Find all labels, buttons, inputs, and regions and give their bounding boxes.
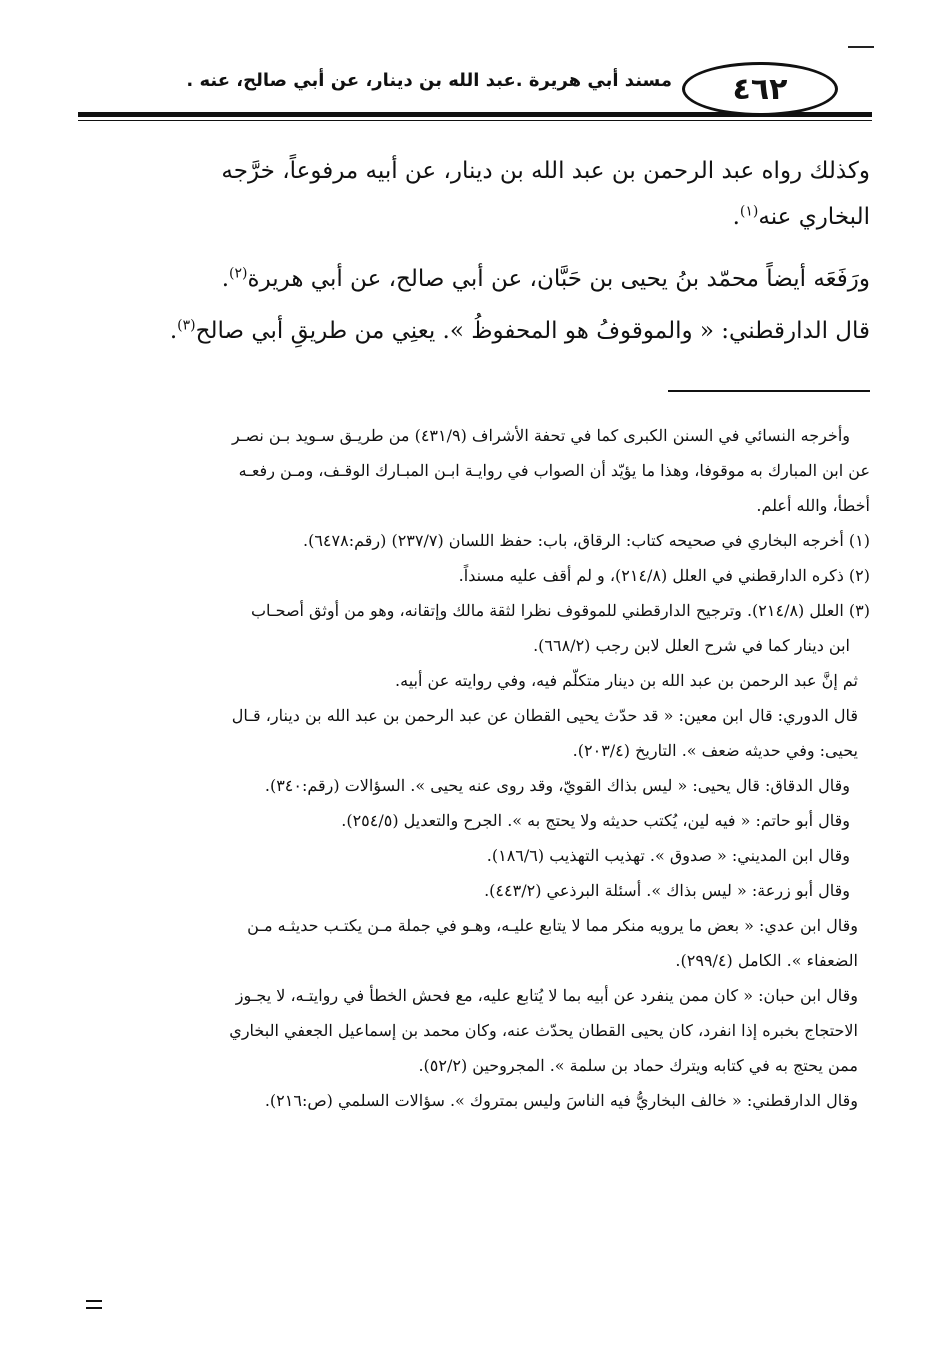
top-dash-mark (848, 46, 874, 48)
footnote-line: ممن يحتج به في كتابه ويترك حماد بن سلمة ». المجروحين (٥٢/٢). (418, 1056, 858, 1075)
footnote-separator (668, 390, 870, 392)
footnote-line: قال الدوري: قال ابن معين: « قد حدّث يحيى القطان عن عبد الرحمن بن عبد الله بن دينار، قـال (231, 706, 858, 725)
footnote-ref: (١) (739, 203, 759, 220)
footnote-1: (١) أخرجه البخاري في صحيحه كتاب: الرقاق، باب: حفظ اللسان (٢٣٧/٧) (رقم:٦٤٧٨). (303, 531, 870, 550)
footnote-line: الضعفاء ». الكامل (٢٩٩/٤). (675, 951, 858, 970)
footnote-line: وقال أبو زرعة: « ليس بذاك ». أسئلة البرذعي (٤٤٣/٢). (484, 881, 850, 900)
footnote-line: أخطأ، والله أعلم. (756, 496, 870, 515)
footnotes (80, 418, 870, 1118)
footnote-ref: (٣) (177, 317, 196, 334)
bottom-equals-mark (86, 1300, 102, 1309)
page-number: ٤٦٢ (682, 62, 838, 116)
footnote-line: وقال ابن حبان: « كان ممن ينفرد عن أبيه بما لا يُتابع عليه، مع فحش الخطأ في روايتـه، لا يجـوز (235, 986, 858, 1005)
main-line: قال الدارقطني: « والموقوفُ هو المحفوظُ ». يعنِي من طريقِ أبي صالح$^{(٣)}$. (169, 317, 870, 344)
footnote-line: وقال أبو حاتم: « فيه لين، يُكتب حديثه ولا يحتج به ». الجرح والتعديل (٢٥٤/٥). (341, 811, 850, 830)
footnote-line: الاحتجاج بخبره إذا انفرد، كان يحيى القطان يحدّث عنه، وكان محمد بن إسماعيل الجعفي البخاري (229, 1021, 858, 1040)
footnote-line: وأخرجه النسائي في السنن الكبرى كما في تحفة الأشراف (٤٣١/٩) من طريـق سـويد بـن نصـر (231, 426, 850, 445)
footnote-line: وقال ابن المديني: « صدوق ». تهذيب التهذيب (١٨٦/٦). (486, 846, 850, 865)
main-text (80, 148, 870, 354)
footnote-3: (٣) العلل (٢١٤/٨). وترجيح الدارقطني للموقوف نظرا لثقة مالك وإتقانه، وهو من أوثق أصحـاب (250, 601, 870, 620)
footnote-line: يحيى: وفي حديثه ضعف ». التاريخ (٢٠٣/٤). (572, 741, 858, 760)
footnote-line: وقال الدارقطني: « خالف البخاريُّ فيه الناسَ وليس بمتروك ». سؤالات السلمي (ص:٢١٦). (264, 1091, 858, 1110)
footnote-line: عن ابن المبارك به موقوفا، وهذا ما يؤيّد أن الصواب في روايـة ابـن المبـارك الوقـف، ومـن رفعـه (238, 461, 870, 480)
footnote-line: وقال ابن عدي: « بعض ما يرويه منكر مما لا يتابع عليـه، وهـو في جملة مـن يكتـب حديثـه مـن (247, 916, 858, 935)
main-line: ورَفَعَه أيضاً محمّد بنُ يحيى بن حَبَّان، عن أبي صالح، عن أبي هريرة$^{(٢)}$. (221, 265, 870, 292)
footnote-line: ابن دينار كما في شرح العلل لابن رجب (٦٦٨/٢). (533, 636, 850, 655)
main-line: وكذلك رواه عبد الرحمن بن عبد الله بن دينار، عن أبيه مرفوعاً، خرَّجه (221, 158, 870, 184)
running-header-title: مسند أبي هريرة .عبد الله بن دينار، عن أبي صالح، عنه . (186, 70, 672, 91)
footnote-ref: (٢) (229, 265, 248, 282)
footnote-line: ثم إنَّ عبد الرحمن بن عبد الله بن دينار متكلّم فيه، وفي روايته عن أبيه. (395, 671, 858, 690)
main-line: البخاري عنه$^{(١)}$. (732, 203, 870, 230)
header-rule-thin (78, 120, 872, 121)
footnote-line: وقال الدقاق: قال يحيى: « ليس بذاك القويّ، وقد روى عنه يحيى ». السؤالات (رقم:٣٤٠). (264, 776, 850, 795)
footnote-2: (٢) ذكره الدارقطني في العلل (٢١٤/٨)، و لم أقف عليه مسنداً. (458, 566, 870, 585)
